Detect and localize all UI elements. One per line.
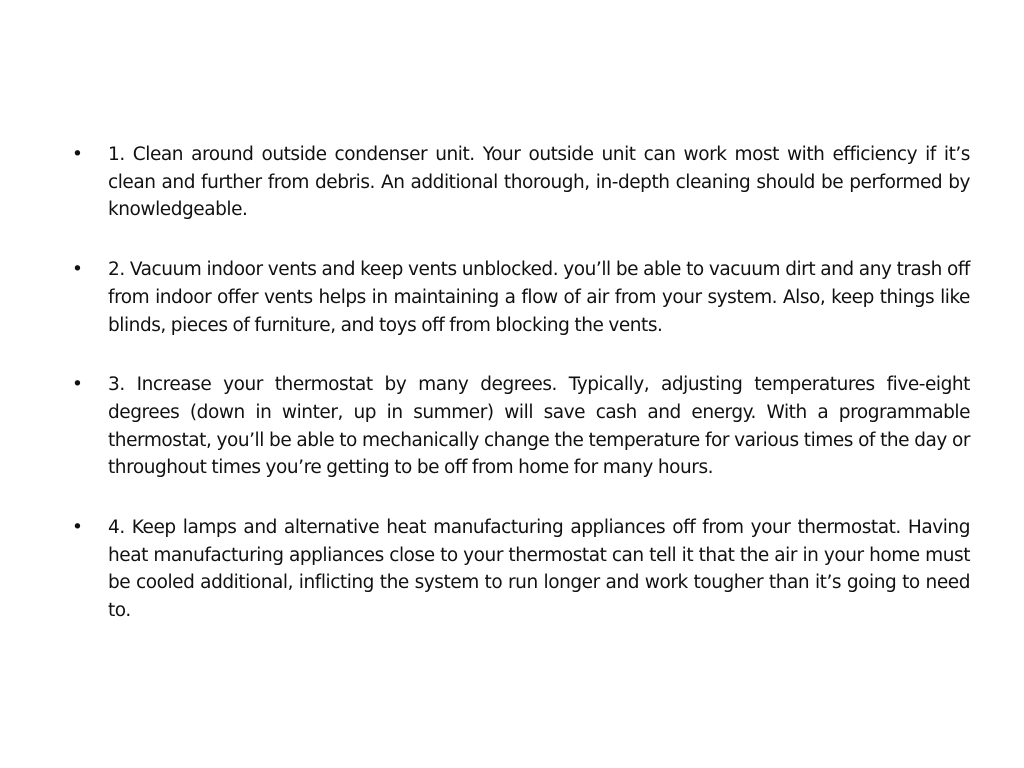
bullet-list (72, 141, 970, 625)
bullet-dot-icon: • (72, 144, 83, 165)
bullet-dot-icon: • (72, 374, 83, 396)
bullet-text-4: 4. Keep lamps and alternative heat manufacturing appliances off from your thermostat. Having heat manufacturing appliances close to your thermostat can tell it that the air in your home must be cooled additional, inflicting the system to run longer and work tougher than it’s going to need to. (108, 517, 970, 622)
bullet-text-1: 1. Clean around outside condenser unit. Your outside unit can work most with efficiency if it’s clean and further from debris. An additional thorough, in-depth cleaning should be performed by knowledgeable. (108, 144, 970, 221)
bullet-item-3 (72, 371, 970, 482)
bullet-item-2 (72, 256, 970, 339)
bullet-dot-icon: • (72, 259, 83, 281)
bullet-item-1 (72, 141, 970, 224)
bullet-text-2: 2. Vacuum indoor vents and keep vents unblocked. you’ll be able to vacuum dirt and any trash off from indoor offer vents helps in maintaining a flow of air from your system. Also, keep things like blinds, pieces of furniture, and toys off from blocking the vents. (108, 259, 970, 336)
bullet-item-4 (72, 514, 970, 625)
bullet-text-3: 3. Increase your thermostat by many degrees. Typically, adjusting temperatures five-eight degrees (down in winter, up in summer) will save cash and energy. With a programmable thermostat, you’ll be able to mechanically change the temperature for various times of the day or throughout times you’re getting to be off from home for many hours. (108, 374, 970, 479)
bullet-dot-icon: • (72, 517, 83, 539)
